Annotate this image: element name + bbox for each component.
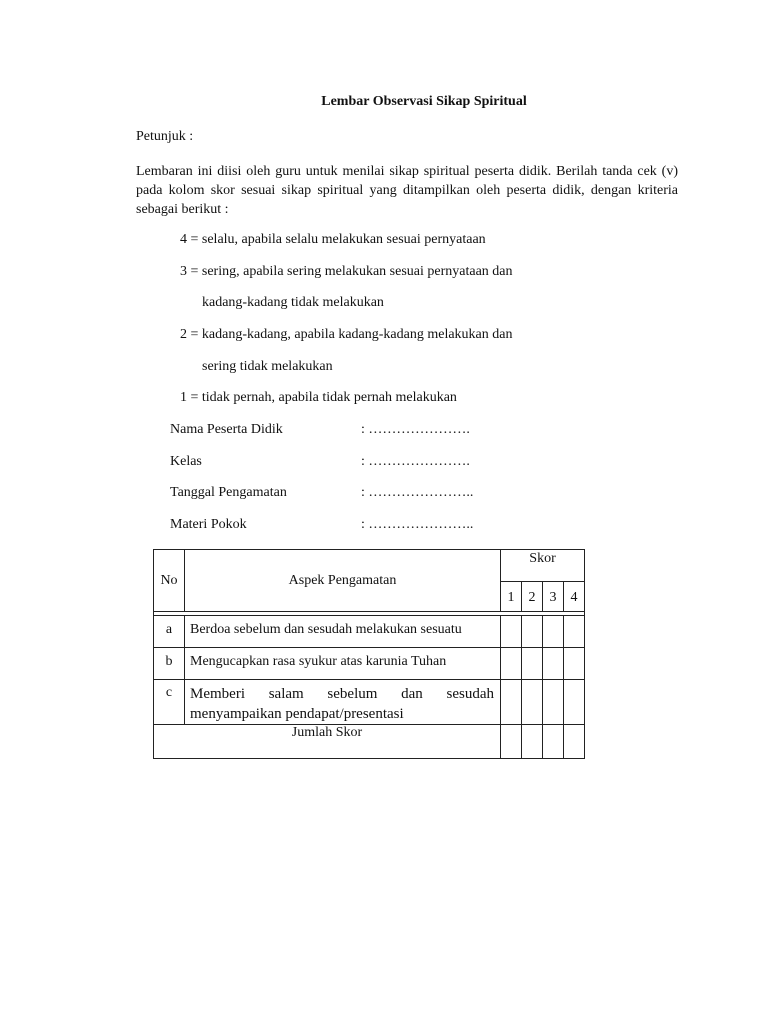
row-aspek-c-line1: Memberi salam sebelum dan sesudah	[190, 686, 494, 702]
criterion-4: 4 = selalu, apabila selalu melakukan sesuai pernyataan	[180, 232, 486, 247]
observation-table	[153, 549, 585, 759]
instruction-paragraph: Lembaran ini diisi oleh guru untuk menilai sikap spiritual peserta didik. Berilah tanda cek (v) pada kolom skor sesuai sikap spiritual yang ditampilkan oleh peserta didik, dengan kriteria sebagai berikut :	[136, 164, 678, 217]
score-cell-a-1[interactable]	[501, 616, 522, 648]
criterion-1: 1 = tidak pernah, apabila tidak pernah melakukan	[180, 390, 457, 405]
score-cell-b-3[interactable]	[543, 648, 564, 680]
row-no-c: c	[154, 680, 185, 725]
score-cell-a-4[interactable]	[564, 616, 585, 648]
score-cell-c-3[interactable]	[543, 680, 564, 725]
score-cell-a-2[interactable]	[522, 616, 543, 648]
field-value-kelas[interactable]: : ………………….	[361, 454, 470, 469]
criterion-3: 3 = sering, apabila sering melakukan sesuai pernyataan dan	[180, 264, 513, 279]
row-aspek-c	[185, 680, 501, 725]
header-aspek	[185, 550, 501, 612]
field-label-kelas: Kelas	[170, 454, 202, 469]
row-aspek-a: Berdoa sebelum dan sesudah melakukan sesuatu	[185, 616, 501, 648]
table-row	[154, 648, 585, 680]
row-no-b: b	[154, 648, 185, 680]
field-label-nama: Nama Peserta Didik	[170, 422, 283, 437]
header-score-1: 1	[501, 582, 522, 612]
field-value-materi[interactable]: : …………………..	[361, 517, 474, 532]
header-score-4: 4	[564, 582, 585, 612]
header-score-2: 2	[522, 582, 543, 612]
score-cell-b-1[interactable]	[501, 648, 522, 680]
total-row	[154, 725, 585, 759]
instruction-heading: Petunjuk :	[136, 129, 194, 144]
document-title: Lembar Observasi Sikap Spiritual	[321, 94, 527, 109]
total-cell-3[interactable]	[543, 725, 564, 759]
header-aspek-label: Aspek Pengamatan	[288, 572, 397, 588]
field-label-tanggal: Tanggal Pengamatan	[170, 485, 287, 500]
total-cell-2[interactable]	[522, 725, 543, 759]
criterion-2: 2 = kadang-kadang, apabila kadang-kadang melakukan dan	[180, 327, 513, 342]
criterion-3-continued: kadang-kadang tidak melakukan	[202, 295, 384, 310]
total-label: Jumlah Skor	[154, 725, 501, 759]
score-cell-b-2[interactable]	[522, 648, 543, 680]
score-cell-c-1[interactable]	[501, 680, 522, 725]
total-cell-1[interactable]	[501, 725, 522, 759]
header-no	[154, 550, 185, 612]
row-aspek-b: Mengucapkan rasa syukur atas karunia Tuhan	[185, 648, 501, 680]
header-skor-label: Skor	[529, 551, 556, 566]
score-cell-a-3[interactable]	[543, 616, 564, 648]
score-cell-b-4[interactable]	[564, 648, 585, 680]
header-skor	[501, 550, 585, 582]
row-no-a: a	[154, 616, 185, 648]
header-score-3: 3	[543, 582, 564, 612]
field-label-materi: Materi Pokok	[170, 517, 247, 532]
row-aspek-c-line2: menyampaikan pendapat/presentasi	[190, 706, 404, 722]
field-value-nama[interactable]: : ………………….	[361, 422, 470, 437]
score-cell-c-4[interactable]	[564, 680, 585, 725]
field-value-tanggal[interactable]: : …………………..	[361, 485, 474, 500]
score-cell-c-2[interactable]	[522, 680, 543, 725]
header-no-label: No	[160, 572, 178, 588]
total-cell-4[interactable]	[564, 725, 585, 759]
table-row	[154, 616, 585, 648]
criterion-2-continued: sering tidak melakukan	[202, 359, 333, 374]
table-row	[154, 680, 585, 725]
